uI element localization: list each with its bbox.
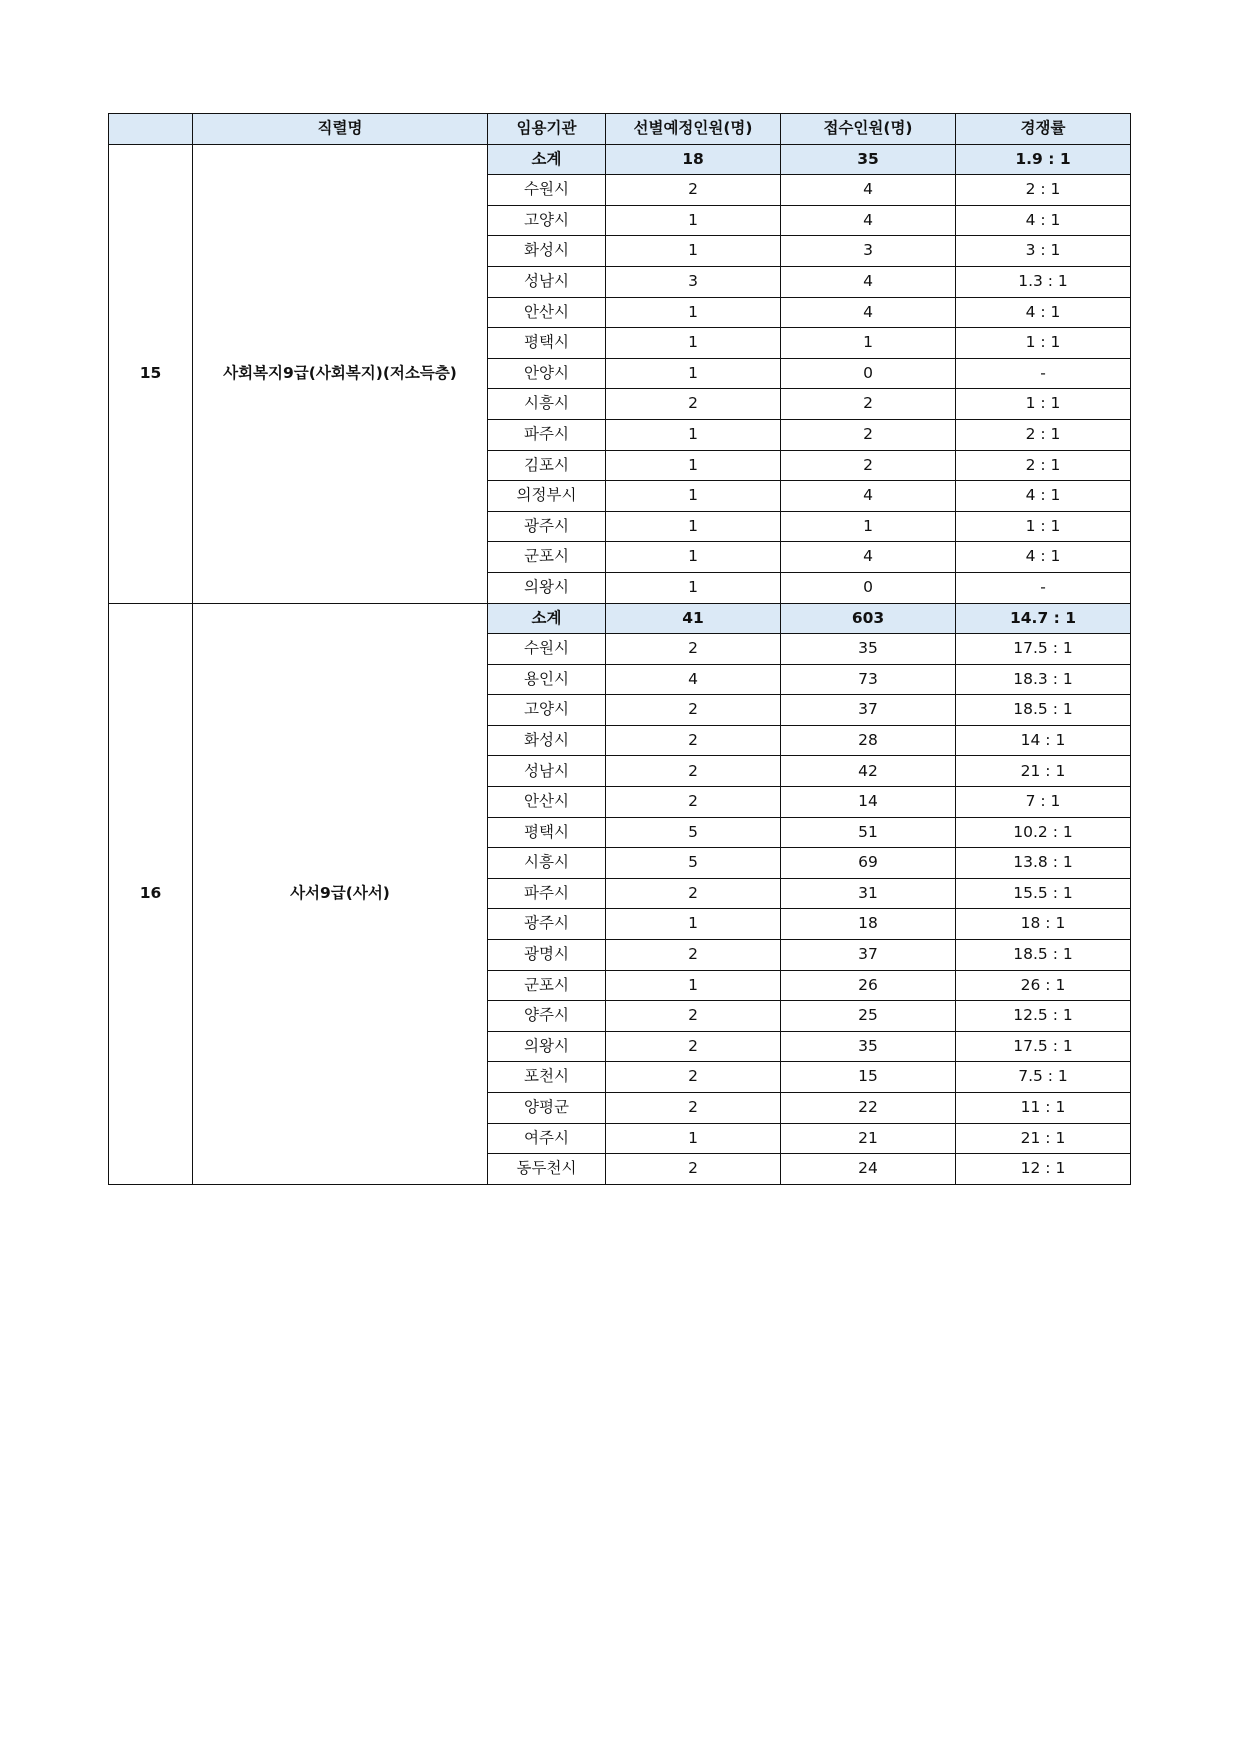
- applied-cell: 4: [781, 297, 956, 328]
- planned-cell: 2: [606, 1031, 781, 1062]
- applied-cell: 69: [781, 848, 956, 879]
- ratio-cell: 4 : 1: [956, 205, 1131, 236]
- agency-cell: 화성시: [488, 236, 606, 267]
- ratio-cell: 17.5 : 1: [956, 1031, 1131, 1062]
- ratio-cell: 15.5 : 1: [956, 878, 1131, 909]
- applied-cell: 37: [781, 940, 956, 971]
- applied-cell: 73: [781, 664, 956, 695]
- planned-cell: 2: [606, 1093, 781, 1124]
- ratio-cell: 2 : 1: [956, 175, 1131, 206]
- applied-cell: 26: [781, 970, 956, 1001]
- applied-cell: 24: [781, 1154, 956, 1185]
- planned-cell: 1: [606, 205, 781, 236]
- applied-cell: 35: [781, 634, 956, 665]
- agency-cell: 여주시: [488, 1123, 606, 1154]
- applied-cell: 2: [781, 450, 956, 481]
- applied-cell: 1: [781, 328, 956, 359]
- agency-cell: 성남시: [488, 756, 606, 787]
- agency-cell: 시흥시: [488, 389, 606, 420]
- ratio-cell: -: [956, 572, 1131, 603]
- agency-cell: 수원시: [488, 175, 606, 206]
- planned-cell: 1: [606, 542, 781, 573]
- planned-cell: 2: [606, 878, 781, 909]
- planned-cell: 2: [606, 389, 781, 420]
- applied-cell: 22: [781, 1093, 956, 1124]
- ratio-cell: 1.9 : 1: [956, 144, 1131, 175]
- agency-cell: 시흥시: [488, 848, 606, 879]
- applied-cell: 18: [781, 909, 956, 940]
- planned-cell: 1: [606, 328, 781, 359]
- planned-cell: 2: [606, 695, 781, 726]
- planned-cell: 1: [606, 450, 781, 481]
- planned-cell: 2: [606, 787, 781, 818]
- subtotal-row: [109, 603, 1131, 634]
- agency-cell: 의왕시: [488, 572, 606, 603]
- planned-cell: 1: [606, 909, 781, 940]
- group-number: 15: [109, 144, 193, 603]
- applied-cell: 51: [781, 817, 956, 848]
- agency-cell: 화성시: [488, 725, 606, 756]
- planned-cell: 1: [606, 358, 781, 389]
- agency-cell: 용인시: [488, 664, 606, 695]
- applied-cell: 3: [781, 236, 956, 267]
- ratio-cell: 1 : 1: [956, 328, 1131, 359]
- planned-cell: 4: [606, 664, 781, 695]
- agency-cell: 의왕시: [488, 1031, 606, 1062]
- ratio-cell: 18.5 : 1: [956, 940, 1131, 971]
- ratio-cell: 4 : 1: [956, 481, 1131, 512]
- ratio-cell: 12.5 : 1: [956, 1001, 1131, 1032]
- agency-cell: 소계: [488, 603, 606, 634]
- ratio-cell: 10.2 : 1: [956, 817, 1131, 848]
- applied-cell: 21: [781, 1123, 956, 1154]
- applied-cell: 4: [781, 266, 956, 297]
- applied-cell: 603: [781, 603, 956, 634]
- ratio-cell: 2 : 1: [956, 450, 1131, 481]
- ratio-cell: 2 : 1: [956, 419, 1131, 450]
- agency-cell: 광명시: [488, 940, 606, 971]
- agency-cell: 군포시: [488, 970, 606, 1001]
- ratio-cell: 12 : 1: [956, 1154, 1131, 1185]
- table-body: [109, 144, 1131, 1184]
- applied-cell: 2: [781, 419, 956, 450]
- planned-cell: 2: [606, 634, 781, 665]
- agency-cell: 군포시: [488, 542, 606, 573]
- planned-cell: 2: [606, 1062, 781, 1093]
- planned-cell: 41: [606, 603, 781, 634]
- ratio-cell: 4 : 1: [956, 542, 1131, 573]
- planned-cell: 1: [606, 297, 781, 328]
- applied-cell: 37: [781, 695, 956, 726]
- agency-cell: 파주시: [488, 878, 606, 909]
- applied-cell: 4: [781, 205, 956, 236]
- planned-cell: 18: [606, 144, 781, 175]
- planned-cell: 1: [606, 1123, 781, 1154]
- agency-cell: 안산시: [488, 297, 606, 328]
- ratio-cell: 1 : 1: [956, 511, 1131, 542]
- applied-cell: 4: [781, 542, 956, 573]
- applied-cell: 28: [781, 725, 956, 756]
- planned-cell: 2: [606, 940, 781, 971]
- subtotal-row: [109, 144, 1131, 175]
- applied-cell: 25: [781, 1001, 956, 1032]
- ratio-cell: 1 : 1: [956, 389, 1131, 420]
- applied-cell: 1: [781, 511, 956, 542]
- planned-cell: 2: [606, 756, 781, 787]
- applied-cell: 4: [781, 481, 956, 512]
- planned-cell: 2: [606, 1001, 781, 1032]
- ratio-cell: 14.7 : 1: [956, 603, 1131, 634]
- ratio-cell: -: [956, 358, 1131, 389]
- ratio-cell: 18.3 : 1: [956, 664, 1131, 695]
- header-ratio: 경쟁률: [956, 114, 1131, 145]
- applied-cell: 31: [781, 878, 956, 909]
- header-position: 직렬명: [193, 114, 488, 145]
- ratio-cell: 18 : 1: [956, 909, 1131, 940]
- agency-cell: 광주시: [488, 909, 606, 940]
- agency-cell: 평택시: [488, 817, 606, 848]
- planned-cell: 3: [606, 266, 781, 297]
- ratio-cell: 17.5 : 1: [956, 634, 1131, 665]
- header-row: [109, 114, 1131, 145]
- header-number: [109, 114, 193, 145]
- ratio-cell: 7 : 1: [956, 787, 1131, 818]
- group-position-title: 사서9급(사서): [193, 603, 488, 1184]
- planned-cell: 1: [606, 970, 781, 1001]
- ratio-cell: 21 : 1: [956, 756, 1131, 787]
- agency-cell: 동두천시: [488, 1154, 606, 1185]
- ratio-cell: 7.5 : 1: [956, 1062, 1131, 1093]
- planned-cell: 1: [606, 481, 781, 512]
- applied-cell: 0: [781, 572, 956, 603]
- agency-cell: 고양시: [488, 205, 606, 236]
- applied-cell: 4: [781, 175, 956, 206]
- applied-cell: 42: [781, 756, 956, 787]
- planned-cell: 5: [606, 848, 781, 879]
- agency-cell: 의정부시: [488, 481, 606, 512]
- applied-cell: 15: [781, 1062, 956, 1093]
- planned-cell: 1: [606, 511, 781, 542]
- ratio-cell: 3 : 1: [956, 236, 1131, 267]
- competition-table: [108, 113, 1131, 1185]
- planned-cell: 5: [606, 817, 781, 848]
- ratio-cell: 14 : 1: [956, 725, 1131, 756]
- agency-cell: 양주시: [488, 1001, 606, 1032]
- agency-cell: 고양시: [488, 695, 606, 726]
- applied-cell: 35: [781, 1031, 956, 1062]
- planned-cell: 1: [606, 572, 781, 603]
- header-agency: 임용기관: [488, 114, 606, 145]
- agency-cell: 안산시: [488, 787, 606, 818]
- planned-cell: 2: [606, 175, 781, 206]
- planned-cell: 1: [606, 236, 781, 267]
- agency-cell: 포천시: [488, 1062, 606, 1093]
- applied-cell: 2: [781, 389, 956, 420]
- ratio-cell: 26 : 1: [956, 970, 1131, 1001]
- header-applied: 접수인원(명): [781, 114, 956, 145]
- agency-cell: 김포시: [488, 450, 606, 481]
- agency-cell: 안양시: [488, 358, 606, 389]
- applied-cell: 14: [781, 787, 956, 818]
- ratio-cell: 1.3 : 1: [956, 266, 1131, 297]
- agency-cell: 수원시: [488, 634, 606, 665]
- agency-cell: 광주시: [488, 511, 606, 542]
- ratio-cell: 11 : 1: [956, 1093, 1131, 1124]
- applied-cell: 0: [781, 358, 956, 389]
- ratio-cell: 4 : 1: [956, 297, 1131, 328]
- group-number: 16: [109, 603, 193, 1184]
- agency-cell: 성남시: [488, 266, 606, 297]
- agency-cell: 양평군: [488, 1093, 606, 1124]
- agency-cell: 평택시: [488, 328, 606, 359]
- planned-cell: 1: [606, 419, 781, 450]
- group-position-title: 사회복지9급(사회복지)(저소득층): [193, 144, 488, 603]
- planned-cell: 2: [606, 725, 781, 756]
- ratio-cell: 13.8 : 1: [956, 848, 1131, 879]
- agency-cell: 파주시: [488, 419, 606, 450]
- ratio-cell: 18.5 : 1: [956, 695, 1131, 726]
- ratio-cell: 21 : 1: [956, 1123, 1131, 1154]
- applied-cell: 35: [781, 144, 956, 175]
- planned-cell: 2: [606, 1154, 781, 1185]
- header-planned: 선별예정인원(명): [606, 114, 781, 145]
- agency-cell: 소계: [488, 144, 606, 175]
